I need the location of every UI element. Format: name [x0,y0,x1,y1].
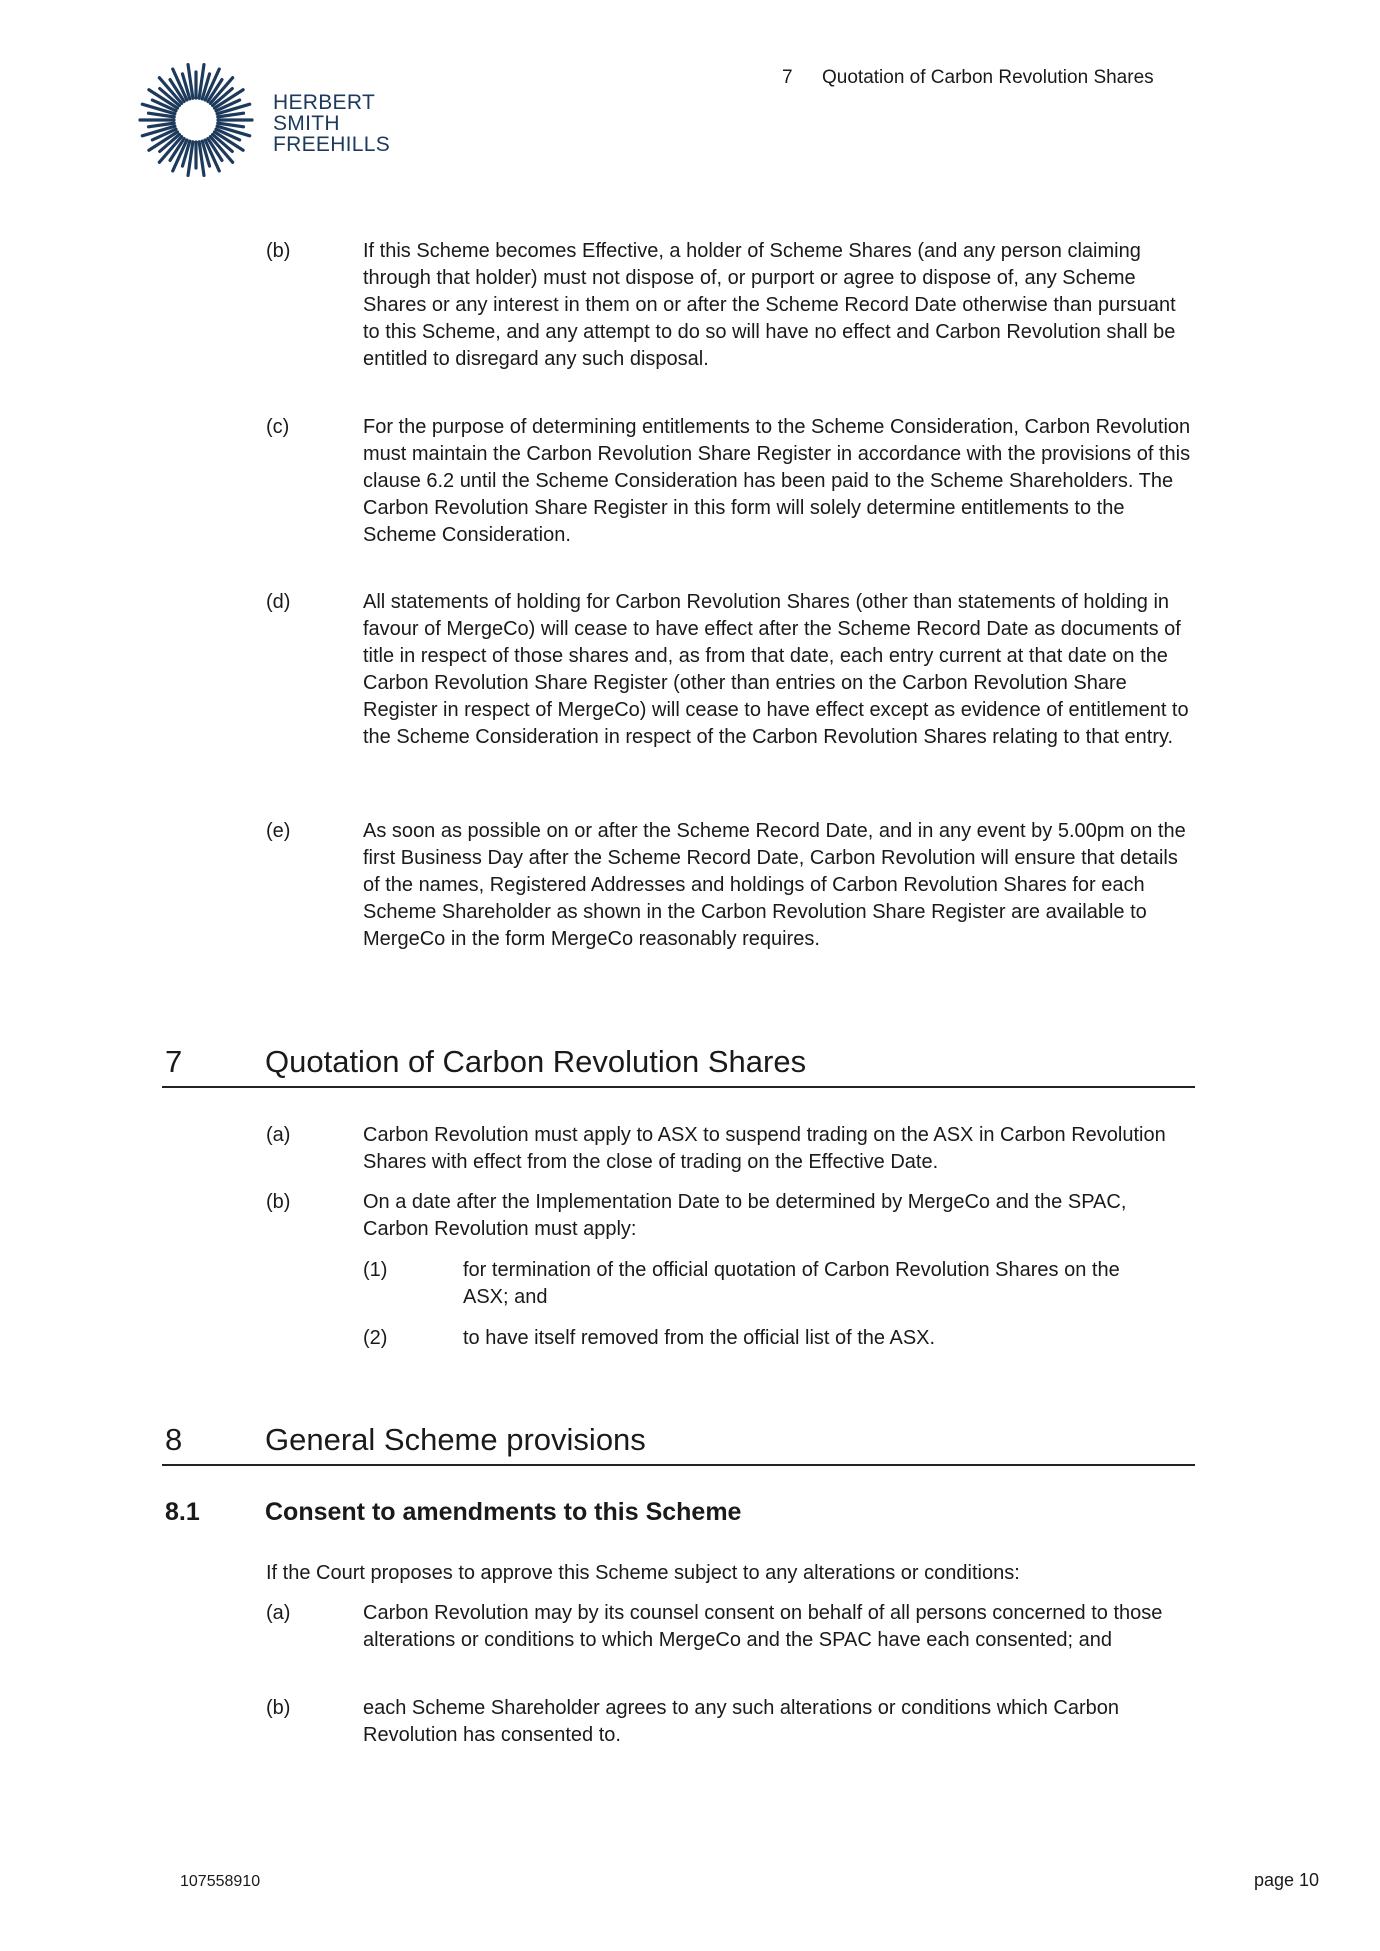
item-label: (b) [266,1191,291,1213]
item-label: (d) [266,591,291,613]
item-label: (b) [266,240,291,262]
item-text: Carbon Revolution may by its counsel consent on behalf of all persons concerned to those alterations or conditions to which MergeCo and the SPAC have each consented; and [363,1602,1163,1651]
section-title: General Scheme provisions [265,1422,646,1457]
item-text: Carbon Revolution must apply to ASX to suspend trading on the ASX in Carbon Revolution Shares with effect from the close of trading on the Effective Date. [363,1124,1166,1173]
subitem-text: for termination of the official quotation of Carbon Revolution Shares on the ASX; and [463,1259,1120,1308]
running-head-number: 7 [782,67,793,88]
item-label: (b) [266,1697,291,1719]
page-number: page 10 [1254,1870,1320,1890]
section-number: 7 [165,1044,183,1079]
item-text: On a date after the Implementation Date to be determined by MergeCo and the SPAC, Carbon Revolution must apply: [363,1191,1127,1240]
logo-line: FREEHILLS [273,133,391,156]
subitem-label: (1) [363,1259,388,1281]
item-label: (a) [266,1124,291,1146]
section-heading-7 [162,1042,1195,1088]
running-head [782,67,1154,89]
item-text: All statements of holding for Carbon Revolution Shares (other than statements of holding in favour of MergeCo) will cease to have effect after the Scheme Record Date as documents of title in respect of those shares and, as from that date, each entry current at that date on the Carbon Revolution Share Register (other than entries on the Carbon Revolution Share Register in respect of MergeCo) will cease to have effect except as evidence of entitlement to the Scheme Consideration in respect of the Carbon Revolution Shares relating to that entry. [363,591,1189,748]
subitem-text: to have itself removed from the official list of the ASX. [463,1327,936,1349]
item-text: For the purpose of determining entitlements to the Scheme Consideration, Carbon Revolution must maintain the Carbon Revolution Share Register in accordance with the provisions of this clause 6.2 until the Scheme Consideration has been paid to the Scheme Shareholders. The Carbon Revolution Share Register in this form will solely determine entitlements to the Scheme Consideration. [363,416,1191,546]
subsection-title: Consent to amendments to this Scheme [265,1498,742,1526]
herbert-smith-freehills-logo [138,62,254,178]
item-label: (a) [266,1602,291,1624]
logo-line: SMITH [273,112,340,135]
item-text: As soon as possible on or after the Scheme Record Date, and in any event by 5.00pm on the first Business Day after the Scheme Record Date, Carbon Revolution will ensure that details of the names, Registered Addresses and holdings of Carbon Revolution Shares for each Scheme Shareholder as shown in the Carbon Revolution Share Register are available to MergeCo in the form MergeCo reasonably requires. [363,820,1186,950]
section-title: Quotation of Carbon Revolution Shares [265,1044,807,1079]
document-id: 107558910 [180,1873,261,1890]
section-heading-8 [162,1420,1195,1466]
logo-line: HERBERT [273,91,376,114]
subitem-label: (2) [363,1327,388,1349]
section-number: 8 [165,1422,183,1457]
item-text: each Scheme Shareholder agrees to any such alterations or conditions which Carbon Revolution has consented to. [363,1697,1119,1746]
subsection-intro: If the Court proposes to approve this Scheme subject to any alterations or conditions: [266,1562,1020,1584]
subsection-number: 8.1 [165,1498,200,1526]
item-label: (e) [266,820,291,842]
logo-wordmark [273,92,390,155]
item-label: (c) [266,416,290,438]
item-text: If this Scheme becomes Effective, a holder of Scheme Shares (and any person claiming through that holder) must not dispose of, or purport or agree to dispose of, any Scheme Shares or any interest in them on or after the Scheme Record Date otherwise than pursuant to this Scheme, and any attempt to do so will have no effect and Carbon Revolution shall be entitled to disregard any such disposal. [363,240,1176,370]
running-head-title: Quotation of Carbon Revolution Shares [822,67,1154,88]
